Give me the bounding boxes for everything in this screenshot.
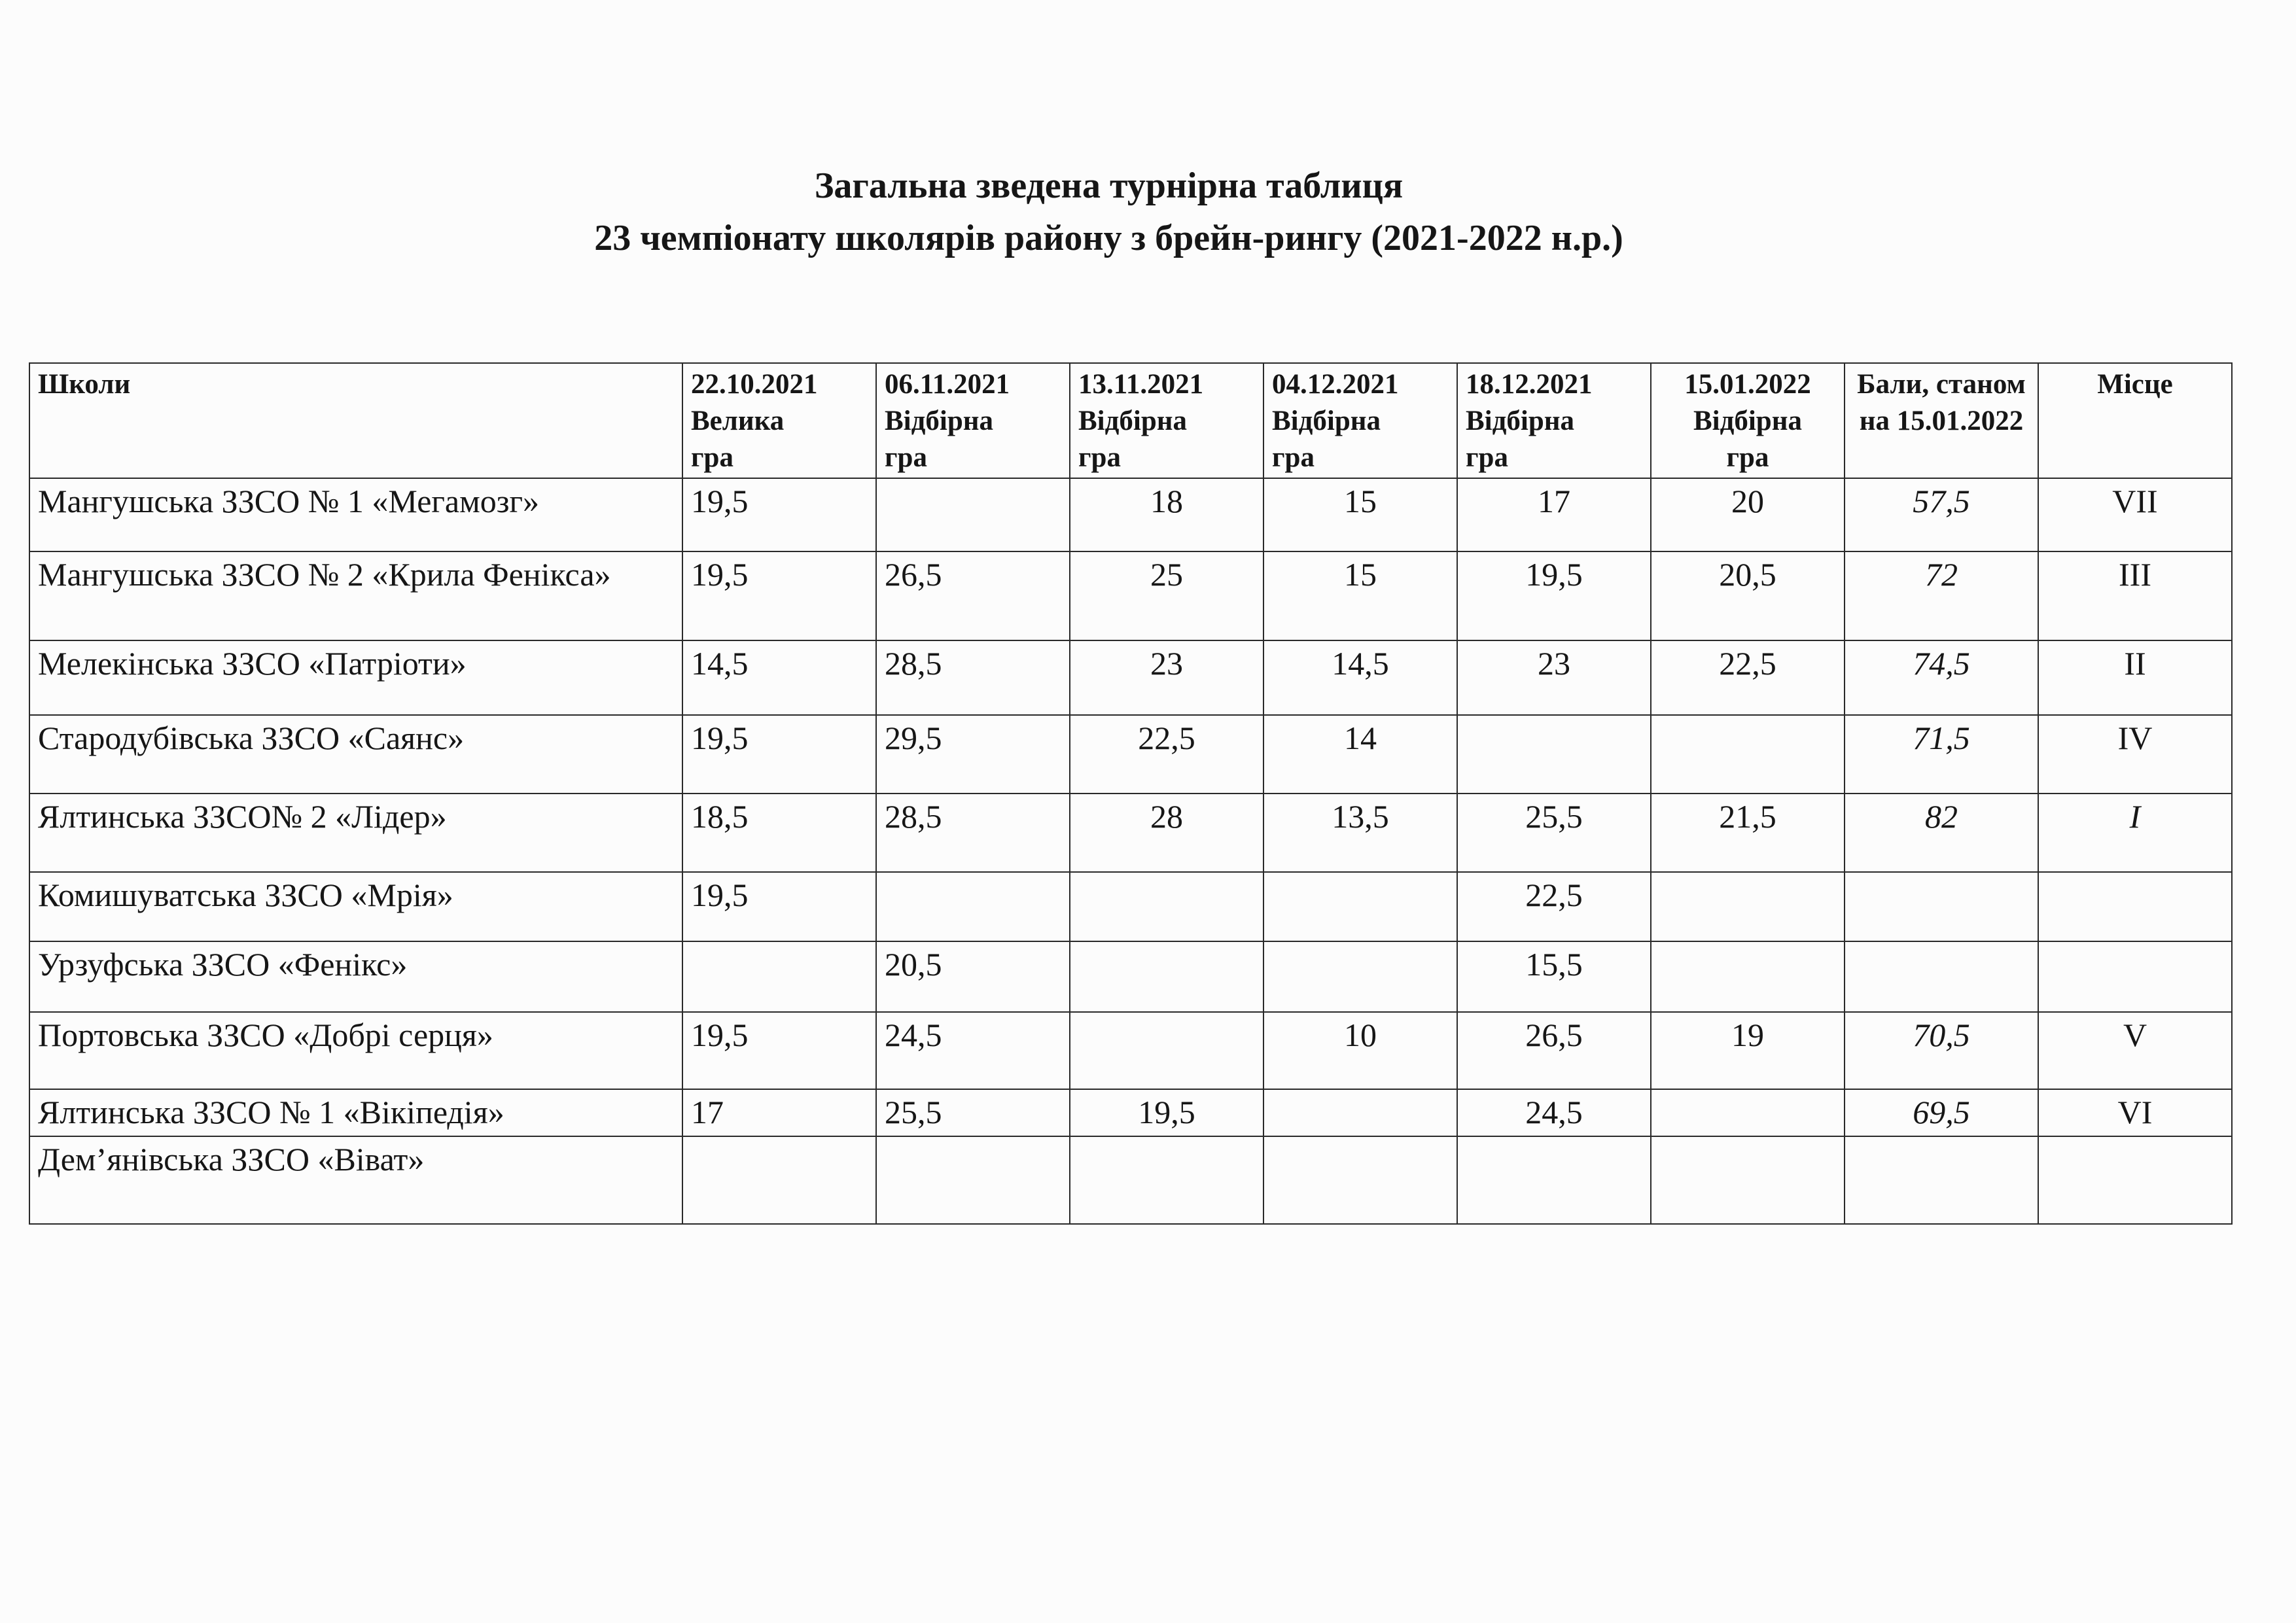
table-row <box>29 715 2232 794</box>
header-date: 13.11.2021 <box>1078 369 1204 400</box>
title-line-2: 23 чемпіонату школярів району з брейн-рингу (2021-2022 н.р.) <box>594 218 1623 258</box>
table-row <box>29 794 2232 872</box>
score-cell: 20,5 <box>876 941 1070 1012</box>
header-kind: Велика гра <box>691 406 785 473</box>
score-cell: 22,5 <box>1070 715 1263 794</box>
score-cell: 19,5 <box>682 715 876 794</box>
header-kind: Відбірна гра <box>1272 406 1381 473</box>
place-cell <box>2038 872 2232 941</box>
score-cell <box>682 941 876 1012</box>
score-cell <box>1457 1136 1651 1224</box>
points-cell <box>1845 1136 2038 1224</box>
score-cell: 21,5 <box>1651 794 1845 872</box>
score-cell: 15 <box>1263 551 1457 640</box>
header-date: 18.12.2021 <box>1466 369 1593 400</box>
table-row <box>29 551 2232 640</box>
score-cell: 25 <box>1070 551 1263 640</box>
score-cell: 28,5 <box>876 640 1070 715</box>
score-cell: 29,5 <box>876 715 1070 794</box>
points-cell: 71,5 <box>1845 715 2038 794</box>
score-cell: 22,5 <box>1457 872 1651 941</box>
score-cell: 20 <box>1651 478 1845 551</box>
school-name: Мелекінська ЗЗСО «Патріоти» <box>29 640 682 715</box>
score-cell: 19,5 <box>682 872 876 941</box>
header-kind: Відбірна гра <box>1693 406 1803 473</box>
points-cell: 74,5 <box>1845 640 2038 715</box>
table-row <box>29 1012 2232 1089</box>
score-cell: 22,5 <box>1651 640 1845 715</box>
score-cell: 14 <box>1263 715 1457 794</box>
school-name: Мангушська ЗЗСО № 2 «Крила Фенікса» <box>29 551 682 640</box>
score-cell <box>1070 1012 1263 1089</box>
score-cell: 19,5 <box>682 1012 876 1089</box>
school-name: Дем’янівська ЗЗСО «Віват» <box>29 1136 682 1224</box>
header-date: 06.11.2021 <box>885 369 1010 400</box>
score-cell <box>1651 715 1845 794</box>
table-row <box>29 1089 2232 1136</box>
score-cell: 10 <box>1263 1012 1457 1089</box>
score-cell: 19,5 <box>1457 551 1651 640</box>
header-row <box>29 363 2232 478</box>
score-cell <box>1651 872 1845 941</box>
score-cell <box>1070 1136 1263 1224</box>
score-cell: 14,5 <box>682 640 876 715</box>
header-date: 22.10.2021 <box>691 369 818 400</box>
header-points-label: Бали, станом на 15.01.2022 <box>1857 369 2026 436</box>
header-kind: Відбірна гра <box>1466 406 1575 473</box>
place-cell <box>2038 941 2232 1012</box>
points-cell <box>1845 872 2038 941</box>
place-cell: I <box>2038 794 2232 872</box>
score-cell: 18,5 <box>682 794 876 872</box>
score-cell: 19,5 <box>682 478 876 551</box>
header-place <box>2038 363 2232 478</box>
score-cell: 19 <box>1651 1012 1845 1089</box>
header-game-5 <box>1457 363 1651 478</box>
header-game-4 <box>1263 363 1457 478</box>
table-row <box>29 941 2232 1012</box>
standings-table <box>29 362 2233 1225</box>
score-cell: 17 <box>1457 478 1651 551</box>
header-schools <box>29 363 682 478</box>
score-cell: 23 <box>1457 640 1651 715</box>
school-name: Мангушська ЗЗСО № 1 «Мегамозг» <box>29 478 682 551</box>
score-cell: 25,5 <box>876 1089 1070 1136</box>
score-cell <box>682 1136 876 1224</box>
score-cell: 24,5 <box>876 1012 1070 1089</box>
table-row <box>29 640 2232 715</box>
score-cell <box>876 1136 1070 1224</box>
score-cell <box>1263 941 1457 1012</box>
place-cell: V <box>2038 1012 2232 1089</box>
points-cell: 57,5 <box>1845 478 2038 551</box>
header-game-2 <box>876 363 1070 478</box>
score-cell: 23 <box>1070 640 1263 715</box>
table-row <box>29 872 2232 941</box>
school-name: Ялтинська ЗЗСО № 1 «Вікіпедія» <box>29 1089 682 1136</box>
points-cell <box>1845 941 2038 1012</box>
score-cell: 17 <box>682 1089 876 1136</box>
school-name: Ялтинська ЗЗСО№ 2 «Лідер» <box>29 794 682 872</box>
score-cell <box>1651 1136 1845 1224</box>
place-cell: VII <box>2038 478 2232 551</box>
score-cell: 20,5 <box>1651 551 1845 640</box>
school-name: Комишуватська ЗЗСО «Мрія» <box>29 872 682 941</box>
score-cell <box>1263 1136 1457 1224</box>
score-cell: 24,5 <box>1457 1089 1651 1136</box>
header-date: 15.01.2022 <box>1684 369 1811 400</box>
score-cell: 26,5 <box>1457 1012 1651 1089</box>
points-cell: 82 <box>1845 794 2038 872</box>
score-cell: 15 <box>1263 478 1457 551</box>
table-row <box>29 478 2232 551</box>
score-cell: 28 <box>1070 794 1263 872</box>
score-cell <box>1070 872 1263 941</box>
header-game-1 <box>682 363 876 478</box>
document-title <box>0 160 2296 264</box>
place-cell: III <box>2038 551 2232 640</box>
score-cell: 18 <box>1070 478 1263 551</box>
table-row <box>29 1136 2232 1224</box>
header-game-6 <box>1651 363 1845 478</box>
title-line-1: Загальна зведена турнірна таблиця <box>814 166 1404 206</box>
score-cell <box>1263 872 1457 941</box>
score-cell: 28,5 <box>876 794 1070 872</box>
score-cell <box>1651 1089 1845 1136</box>
header-date: 04.12.2021 <box>1272 369 1399 400</box>
score-cell: 19,5 <box>1070 1089 1263 1136</box>
header-kind: Відбірна гра <box>885 406 994 473</box>
score-cell: 14,5 <box>1263 640 1457 715</box>
score-cell: 19,5 <box>682 551 876 640</box>
place-cell <box>2038 1136 2232 1224</box>
school-name: Стародубівська ЗЗСО «Саянс» <box>29 715 682 794</box>
points-cell: 69,5 <box>1845 1089 2038 1136</box>
header-game-3 <box>1070 363 1263 478</box>
score-cell <box>1070 941 1263 1012</box>
score-cell: 25,5 <box>1457 794 1651 872</box>
score-cell: 13,5 <box>1263 794 1457 872</box>
score-cell: 26,5 <box>876 551 1070 640</box>
points-cell: 72 <box>1845 551 2038 640</box>
school-name: Урзуфська ЗЗСО «Фенікс» <box>29 941 682 1012</box>
points-cell: 70,5 <box>1845 1012 2038 1089</box>
school-name: Портовська ЗЗСО «Добрі серця» <box>29 1012 682 1089</box>
place-cell: II <box>2038 640 2232 715</box>
place-cell: IV <box>2038 715 2232 794</box>
place-cell: VI <box>2038 1089 2232 1136</box>
score-cell <box>1263 1089 1457 1136</box>
header-place-label: Місце <box>2097 369 2173 400</box>
score-cell <box>1651 941 1845 1012</box>
score-cell <box>876 872 1070 941</box>
score-cell <box>876 478 1070 551</box>
header-schools-label: Школи <box>38 369 131 400</box>
header-kind: Відбірна гра <box>1078 406 1188 473</box>
header-points <box>1845 363 2038 478</box>
score-cell <box>1457 715 1651 794</box>
score-cell: 15,5 <box>1457 941 1651 1012</box>
